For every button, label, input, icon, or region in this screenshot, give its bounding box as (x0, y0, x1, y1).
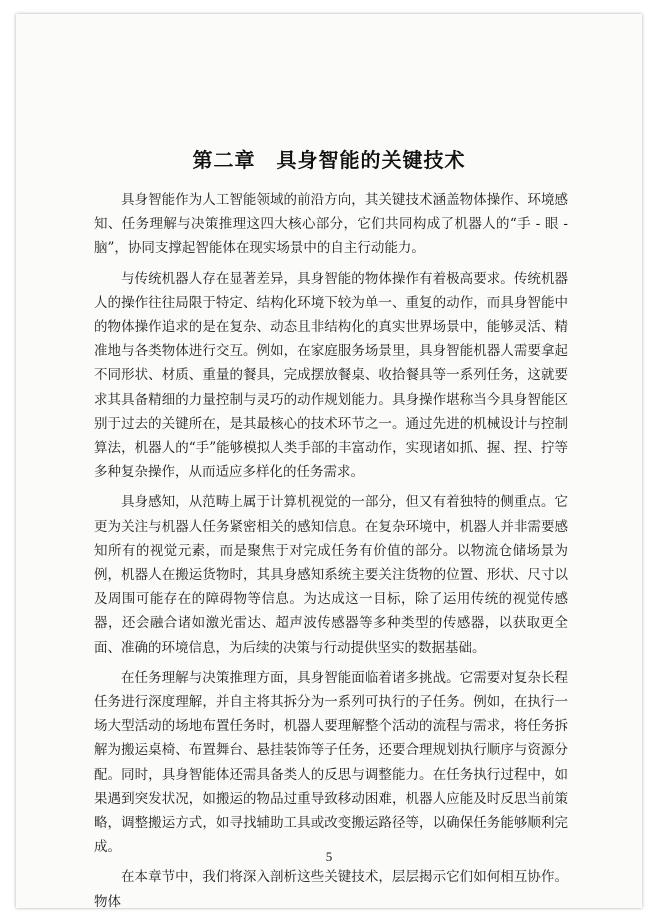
page-number: 5 (325, 849, 333, 864)
paragraph-chapter-outline: 在本章节中，我们将深入剖析这些关键技术，层层揭示它们如何相互协作。物体 (94, 869, 568, 910)
paragraph-intro: 具身智能作为人工智能领域的前沿方向，其关键技术涵盖物体操作、环境感知、任务理解与决策推理这四大核心部分，它们共同构成了机器人的“手 - 眼 - 脑”，协同支撑起智能体在现实场景中的自主行动能力。 (94, 192, 568, 257)
paragraph-object-manipulation: 与传统机器人存在显著差异，具身智能的物体操作有着极高要求。传统机器人的操作往往局限于特定、结构化环境下较为单一、重复的动作，而具身智能中的物体操作追求的是在复杂、动态且非结构化的真实世界场景中，能够灵活、精准地与各类物体进行交互。例如，在家庭服务场景里，具身智能机器人需要拿起不同形状、材质、重量的餐具，完成摆放餐桌、收拾餐具等一系列任务，这就要求其具备精细的力量控制与灵巧的动作规划能力。具身操作堪称当今具身智能区别于过去的关键所在，是其最核心的技术环节之一。通过先进的机械设计与控制算法，机器人的“手”能够模拟人类手部的丰富动作，实现诸如抓、握、捏、拧等多种复杂操作，从而适应多样化的任务需求。 (94, 270, 568, 481)
body-text (94, 188, 568, 920)
paragraph-embodied-perception: 具身感知，从范畴上属于计算机视觉的一部分，但又有着独特的侧重点。它更为关注与机器人任务紧密相关的感知信息。在复杂环境中，机器人并非需要感知所有的视觉元素，而是聚焦于对完成任务有价值的部分。以物流仓储场景为例，机器人在搬运货物时，其具身感知系统主要关注货物的位置、形状、尺寸以及周围可能存在的障碍物等信息。为达成这一目标，除了运用传统的视觉传感器，还会融合诸如激光雷达、超声波传感器等多种类型的传感器，以获取更全面、准确的环境信息，为后续的决策与行动提供坚实的数据基础。 (94, 494, 568, 656)
chapter-title: 第二章 具身智能的关键技术 (192, 148, 466, 172)
paragraph-task-reasoning: 在任务理解与决策推理方面，具身智能面临着诸多挑战。它需要对复杂长程任务进行深度理解，并自主将其拆分为一系列可执行的子任务。例如，在执行一场大型活动的场地布置任务时，机器人要理解整个活动的流程与需求，将任务拆解为搬运桌椅、布置舞台、悬挂装饰等子任务，还要合理规划执行顺序与资源分配。同时，具身智能体还需具备类人的反思与调整能力。在任务执行过程中，如果遇到突发状况，如搬运的物品过重导致移动困难，机器人应能及时反思当前策略，调整搬运方式，如寻找辅助工具或改变搬运路径等，以确保任务能够顺利完成。 (94, 669, 568, 856)
document-page (16, 14, 642, 908)
